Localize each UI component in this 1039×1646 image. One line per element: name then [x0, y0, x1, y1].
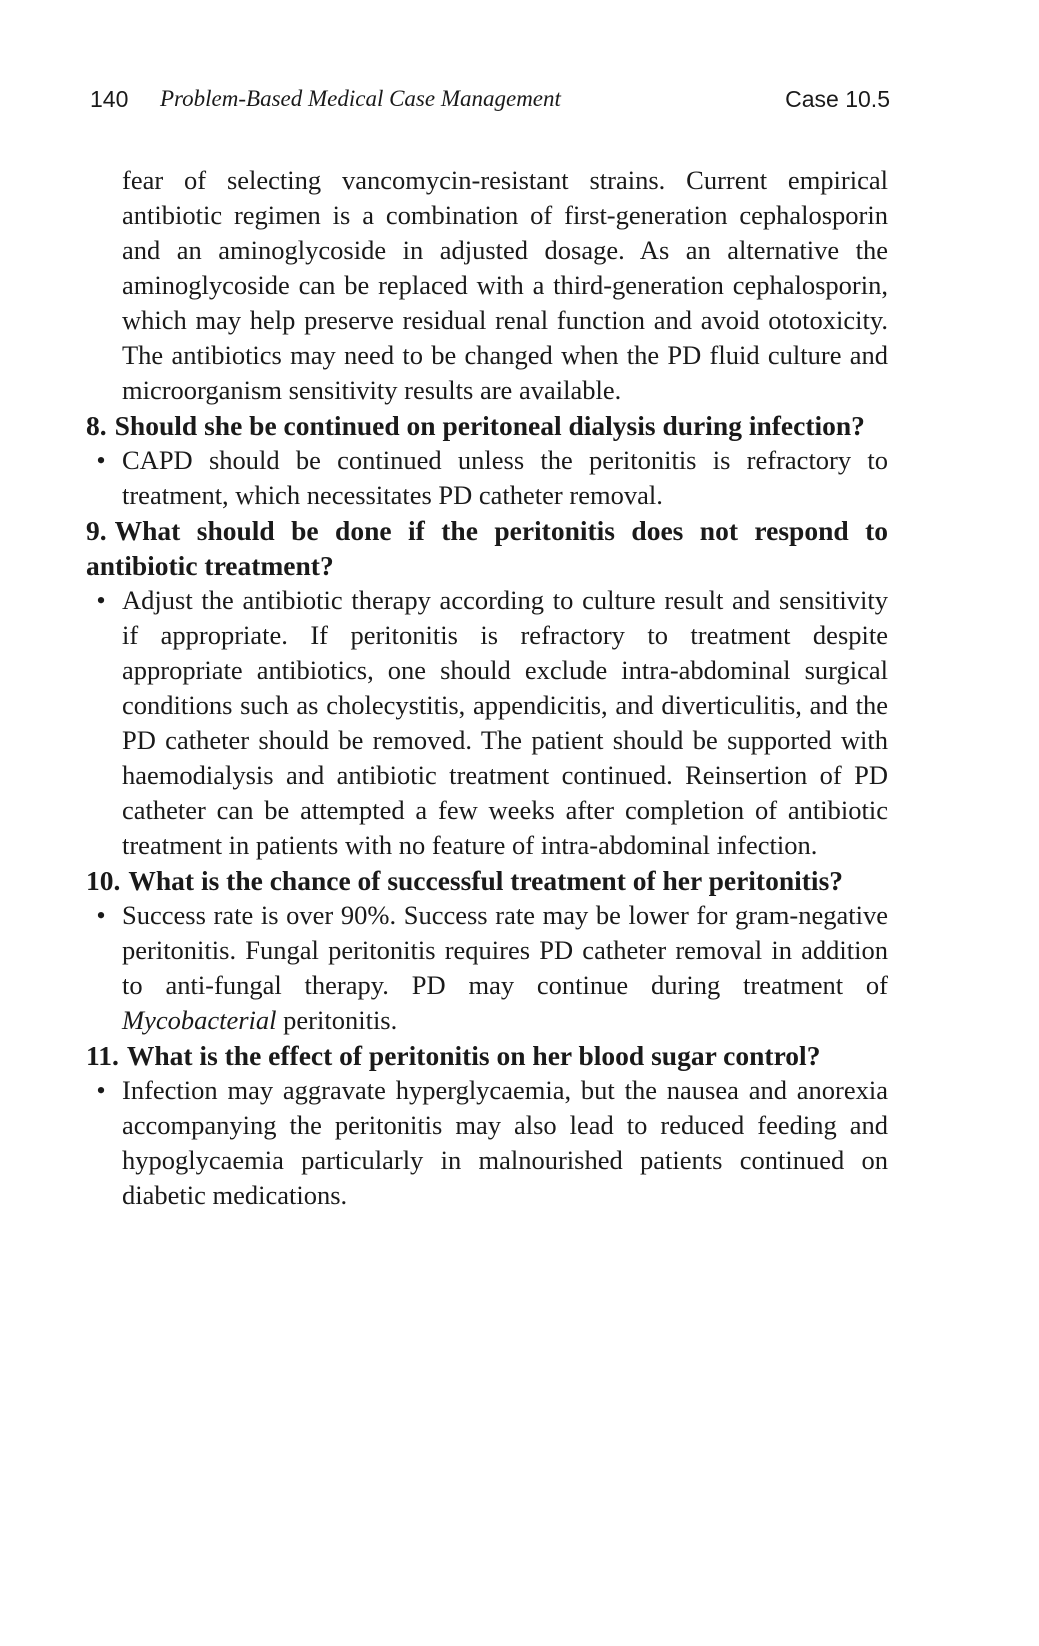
bullet-icon: • — [96, 585, 106, 615]
bullet-icon: • — [96, 1075, 106, 1105]
question-10-section — [86, 863, 888, 1038]
answer-text-italic: Mycobacterial — [122, 1005, 277, 1035]
answer-text: Adjust the antibiotic therapy according to culture result and sensitivity if appropriate. If peritonitis is refractory to treatment despite appropriate antibiotics, one should exclude intra-abdominal surgical conditions such as cholecystitis, appendicitis, and diverticulitis, and the PD catheter should be removed. The patient should be supported with haemodialysis and antibiotic treatment continued. Reinsertion of PD catheter can be attempted a few weeks after completion of antibiotic treatment in patients with no feature of intra-abdominal infection. — [122, 585, 888, 860]
answer-text-end: peritonitis. — [276, 1005, 398, 1035]
question-number: 9. — [86, 515, 107, 546]
question-11-section — [86, 1038, 888, 1213]
question-8 — [86, 408, 888, 443]
answer-text — [122, 898, 888, 1038]
page-body — [86, 163, 888, 1213]
answer-text: CAPD should be continued unless the peritonitis is refractory to treatment, which necessitates PD catheter removal. — [122, 445, 888, 510]
question-9-section — [86, 513, 888, 863]
book-title: Problem-Based Medical Case Management — [160, 86, 561, 111]
answer-text: Infection may aggravate hyperglycaemia, but the nausea and anorexia accompanying the peritonitis may also lead to reduced feeding and hypoglycaemia particularly in malnourished patients continued on diabetic medications. — [122, 1075, 888, 1210]
question-9 — [86, 513, 888, 583]
bullet-icon: • — [96, 445, 106, 475]
answer-text-start: Success rate is over 90%. Success rate may be lower for gram-negative peritonitis. Fungal peritonitis requires PD catheter removal in addition to anti-fungal therapy. PD may continue during treatment of — [122, 900, 888, 1000]
answer-8 — [86, 443, 888, 513]
question-number: 10. — [86, 865, 121, 896]
question-10 — [86, 863, 888, 898]
question-text: What is the effect of peritonitis on her blood sugar control? — [126, 1040, 821, 1071]
page-number: 140 — [90, 86, 129, 112]
question-8-section — [86, 408, 888, 513]
continuation-paragraph: fear of selecting vancomycin-resistant strains. Current empirical antibiotic regimen is a combination of first-generation cephalosporin and an aminoglycoside in adjusted dosage. As an alternative the aminoglycoside can be replaced with a third-generation cephalosporin, which may help preserve residual renal function and avoid ototoxicity. The antibiotics may need to be changed when the PD fluid culture and microorganism sensitivity results are available. — [122, 165, 888, 405]
answer-10 — [86, 898, 888, 1038]
question-text: What should be done if the peritonitis does not respond to antibiotic treatment? — [86, 515, 888, 581]
bullet-icon: • — [96, 900, 106, 930]
answer-11 — [86, 1073, 888, 1213]
question-11 — [86, 1038, 888, 1073]
question-number: 8. — [86, 410, 107, 441]
question-text: Should she be continued on peritoneal dialysis during infection? — [114, 410, 865, 441]
question-text: What is the chance of successful treatment of her peritonitis? — [128, 865, 844, 896]
case-label: Case 10.5 — [785, 86, 890, 112]
question-number: 11. — [86, 1040, 119, 1071]
answer-9 — [86, 583, 888, 863]
running-head — [90, 86, 890, 122]
